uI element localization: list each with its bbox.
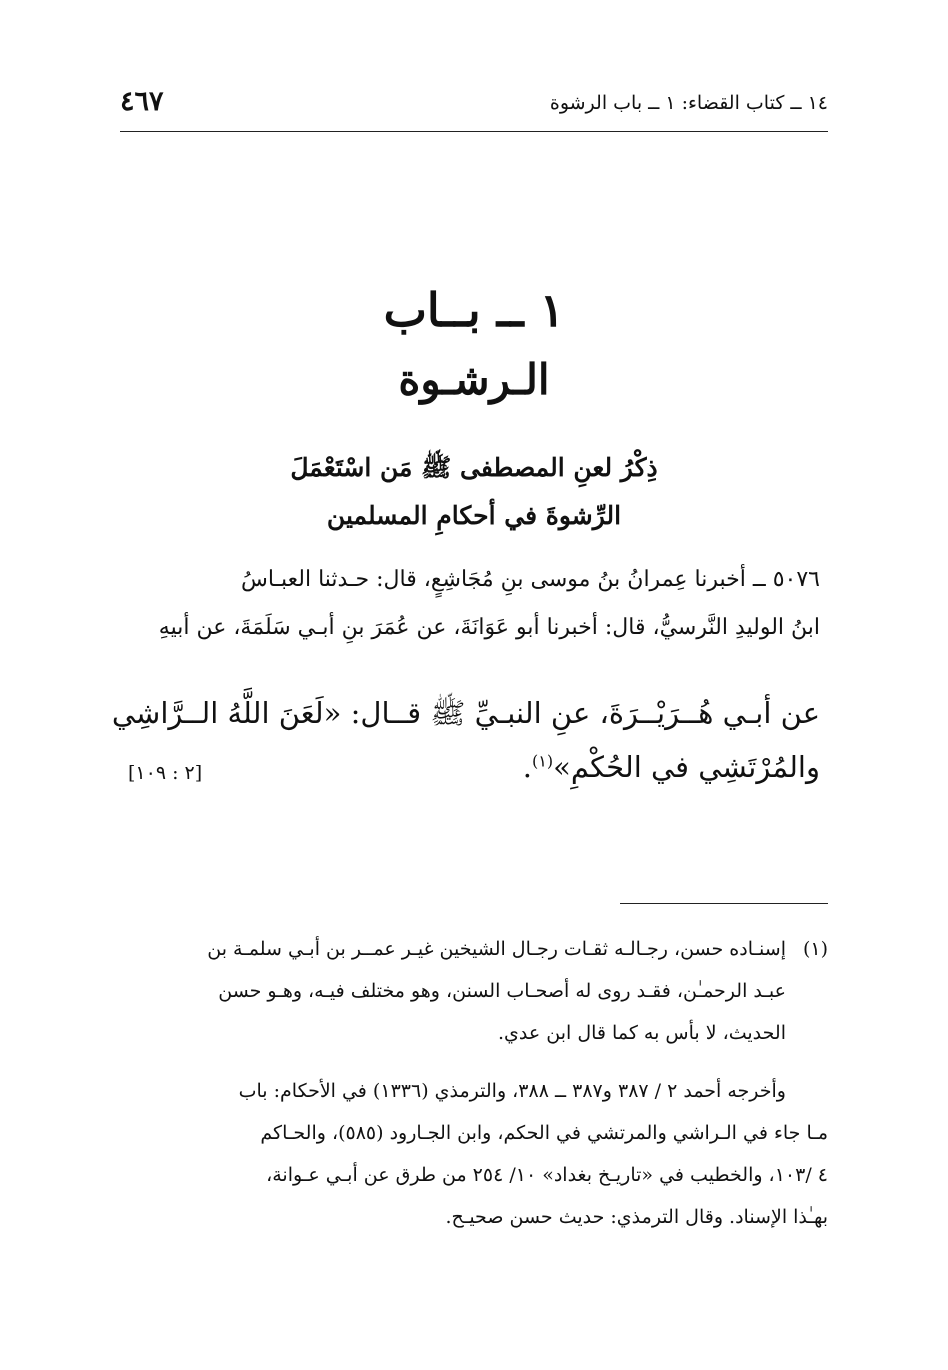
takhrij-line: بهـٰذا الإسناد. وقال الترمذي: حديث حسن صحيـح.: [445, 1206, 828, 1228]
section-heading-line: الرِّشوةَ في أحكامِ المسلمين: [326, 501, 622, 530]
footnote-item: [128, 928, 828, 1054]
footnote-number: (١): [802, 938, 828, 960]
matn-line: والمُرْتَشِي في الحُكْمِ»: [553, 750, 820, 784]
chapter-title: الـرشـوة: [398, 355, 550, 404]
running-header: [120, 86, 828, 126]
takhrij-line: وأخرجه أحمد ٢ / ٣٨٧ و٣٨٧ ــ ٣٨٨، والترمذي (١٣٣٦) في الأحكام: باب: [238, 1080, 786, 1102]
isnad-line: ابنُ الوليدِ النَّرسيُّ، قال: أخبرنا أبو عَوَانَةَ، عن عُمَرَ بنِ أبـي سَلَمَةَ، عن أبيهِ: [158, 615, 820, 640]
header-title: ١٤ ــ كتاب القضاء: ١ ــ باب الرشوة: [549, 92, 828, 114]
footnote-line: الحديث، لا بأس به كما قال ابن عدي.: [498, 1022, 786, 1044]
header-divider: [120, 131, 828, 132]
takhrij-line: ٤ /١٠٣، والخطيب في «تاريـخ بغداد» ١٠/ ٢٥٤ من طرق عن أبـي عـوانة،: [266, 1164, 828, 1186]
footnotes: [128, 928, 828, 1238]
hadith-matn: [111, 686, 820, 794]
matn-end-mark: .: [522, 750, 532, 784]
hadith-reference: [٢ : ١٠٩]: [128, 762, 203, 784]
page-number: ٤٦٧: [120, 86, 164, 117]
footnote-marker: (١): [531, 751, 554, 771]
takhrij-line: مـا جاء في الـراشي والمرتشي في الحكم، وابن الجـارود (٥٨٥)، والحـاكم: [260, 1122, 828, 1144]
section-heading-line: ذِكْرُ لعنِ المصطفى ﷺ مَن اسْتَعْمَلَ: [290, 453, 658, 482]
matn-line: عن أبـي هُــرَيْــرَةَ، عنِ النبـيِّ ﷺ قــال: «لَعَنَ اللَّهُ الــرَّاشِي: [111, 696, 820, 730]
isnad-line: ٥٠٧٦ ــ أخبرنا عِمرانُ بنُ موسى بنِ مُجَاشِعٍ، قال: حـدثنا العبـاسُ: [241, 567, 820, 592]
matn-line-final: [128, 740, 820, 794]
hadith-isnad: [128, 556, 820, 652]
footnote-takhrij: [128, 1070, 828, 1238]
footnote-divider: [620, 903, 828, 904]
chapter-heading: ١ ــ بــاب: [383, 283, 565, 337]
footnote-line: إسنـاده حسن، رجـالـه ثقـات رجـال الشيخين غيـر عمــر بن أبـي سلمـة بن: [207, 938, 786, 960]
footnote-body: [128, 928, 786, 1054]
section-heading: [120, 444, 828, 540]
footnote-line: عبـد الرحمـٰن، فقـد روى له أصحـاب السنن، وهو مختلف فيـه، وهـو حسن: [218, 980, 786, 1002]
